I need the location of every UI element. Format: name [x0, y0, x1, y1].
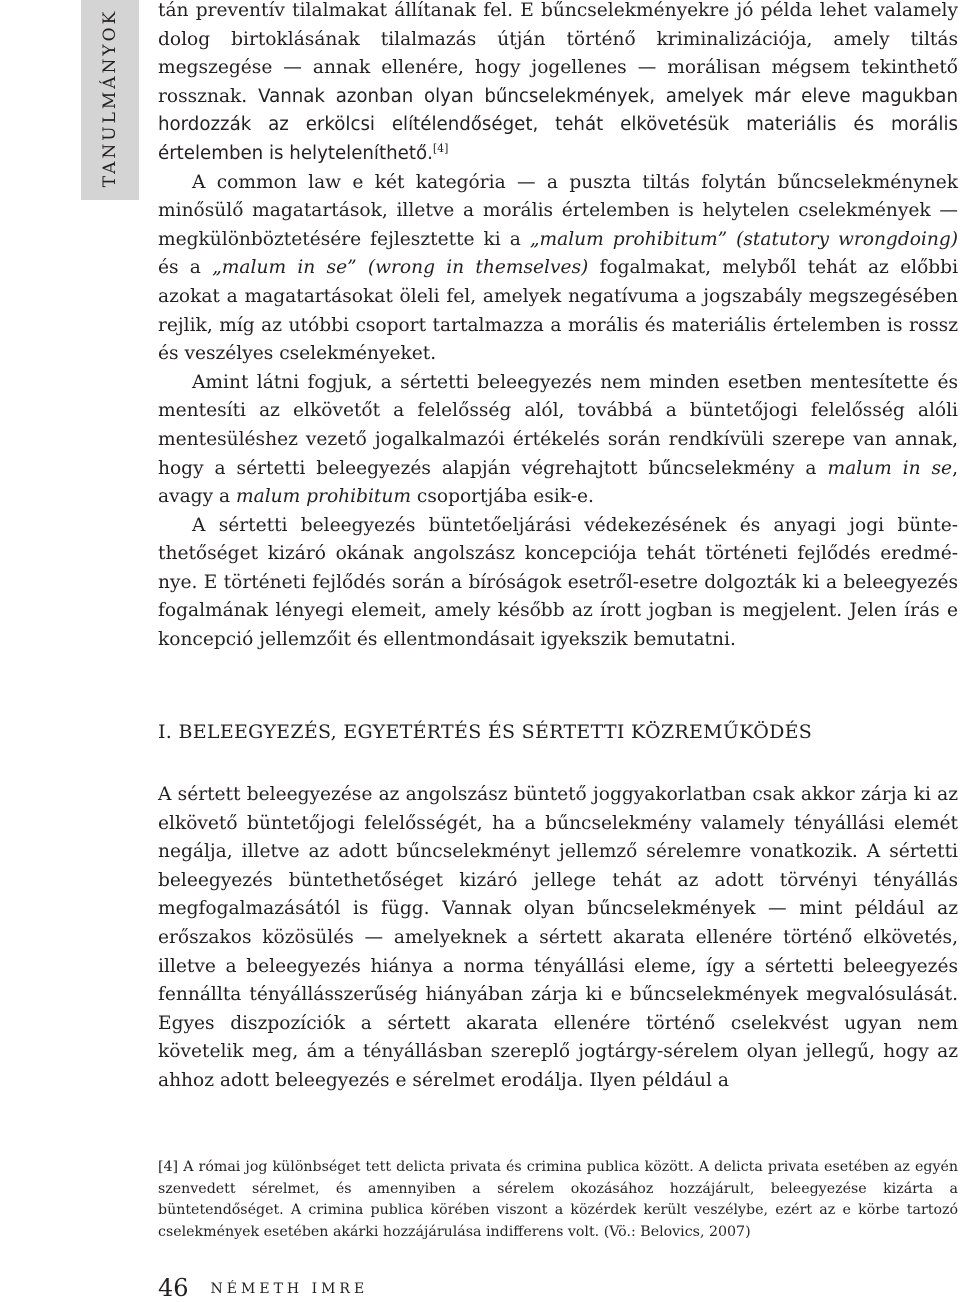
footnote-4: [4] A római jog különbséget tett delicta privata és crimina publica között. A delicta privata esetében az egyén szenvedett sérelmet, és amennyiben a sérelem okozásához hozzájárult, beleegyezése kizárta a büntetendőséget. A crimina publica körében viszont a közérdek került veszélybe, ezért az e körbe tartozó cselekmények esetében akárki hozzájárulása indifferens volt. (Vö.: Belovics, 2007)	[158, 1159, 958, 1240]
side-tab-label: TANULMÁNYOK	[100, 8, 120, 188]
paragraph-3	[158, 369, 958, 512]
page-footer	[158, 1274, 368, 1302]
paragraph-3-text-b: , avagy a	[158, 457, 958, 508]
paragraph-3-term-1: malum in se	[827, 457, 953, 479]
running-author: NÉMETH IMRE	[210, 1281, 369, 1297]
paragraph-3-text-c: csoportjába esik-e.	[411, 486, 594, 508]
article-body-section	[158, 781, 958, 1096]
paragraph-2-term-1: „malum prohibitum” (statutory wrongdoing)	[529, 228, 958, 250]
paragraph-1-text-a: tán preventív tilalmakat állítanak fel. E bűncselekményekre jó példa lehet valamely dolog birtoklásának tilalmazás útján történő kriminalizációja, amely tiltás megszegése — annak ellenére, hogy jogellenes — morálisan mégsem tekinthető rossznak.	[158, 0, 958, 107]
paragraph-2-text-a: A common law e két kategória — a puszta tiltás folytán bűncselekménynek minősülő magatartások, illetve a morális értelemben is helytelen cselekmények — megkülönböztetésére fejlesztette ki a	[158, 171, 958, 250]
section-heading: I. BELEEGYEZÉS, EGYETÉRTÉS ÉS SÉRTETTI KÖZREMŰKÖDÉS	[158, 721, 813, 743]
footnote-ref-4[interactable]: [4]	[432, 141, 449, 155]
section-paragraph: A sértett beleegyezése az angolszász büntető joggyakorlatban csak akkor zárja ki az elkövető büntetőjogi felelősségét, ha a bűncselekmény valamely tényállási elemét negálja, illetve az adott bűncselekményt jellemző sérelemre vonatkozik. A sértetti beleegyezés büntethetőséget kizáró jellege tehát az adott törvényi tényállás megfogalmazásától is függ. Vannak olyan bűncselekmények — mint például az erőszakos közösülés — amelyeknek a sértett akarata ellenére történő elkövetés, illetve a beleegyezés hiánya a norma tényállási eleme, így a sértetti beleegyezés fennállta tényállásszerűség hiányában zárja ki e bűncselekmények megvalósulását. Egyes diszpozíciók a sértett akarata ellenére történő cselekvést ugyan nem követelik meg, ám a tényállásban szereplő jogtárgy-sérelem olyan jellegű, hogy az ahhoz adott beleegyezés e sérelmet erodálja. Ilyen például a	[158, 784, 958, 1091]
page-number: 46	[158, 1274, 189, 1302]
paragraph-2-term-2: „malum in se” (wrong in themselves)	[212, 257, 589, 279]
paragraph-3-term-2: malum prohibitum	[236, 486, 412, 508]
paragraph-1-text-b: Vannak azonban olyan bűncselekmények, amelyek már eleve magukban hordozzák az erkölcsi elítélendőséget, tehát elkövetésük materiális és morális értelemben is helyteleníthető.	[158, 85, 958, 164]
paragraph-2	[158, 169, 958, 369]
paragraph-3-text-a: Amint látni fogjuk, a sértetti beleegyezés nem minden esetben mentesítette és mentesíti az elkövetőt a felelősség alól, továbbá a büntetőjogi felelősség alóli mentesüléshez vezető jogalkalmazói értékelés során rendkívüli szerepe van annak, hogy a sértetti beleegyezés alapján végrehajtott bűncselekmény a	[158, 371, 958, 479]
paragraph-1	[158, 0, 958, 169]
article-body-top	[158, 0, 958, 655]
paragraph-4: A sértetti beleegyezés büntetőeljárási védekezésének és anyagi jogi büntethetőséget kizáró okának angolszász koncepciója tehát történeti fejlődés eredménye. E történeti fejlődés során a bíróságok esetről-esetre dolgozták ki a beleegyezés fogalmának lényegi elemeit, amely később az írott jogban is megjelent. Jelen írás e koncepció jellemzőit és ellentmondásait igyekszik bemutatni.	[158, 514, 958, 651]
paragraph-2-text-c: fogalmakat, melyből tehát az előbbi azokat a magatartásokat öleli fel, amelyek negatívuma a jogszabály megszegésében rejlik, míg az utóbbi csoport tartalmazza a morális és materiális értelemben is rossz és veszélyes cselekményeket.	[158, 257, 959, 365]
paragraph-2-text-b: és a	[158, 257, 213, 279]
section-side-tab	[81, 0, 139, 200]
